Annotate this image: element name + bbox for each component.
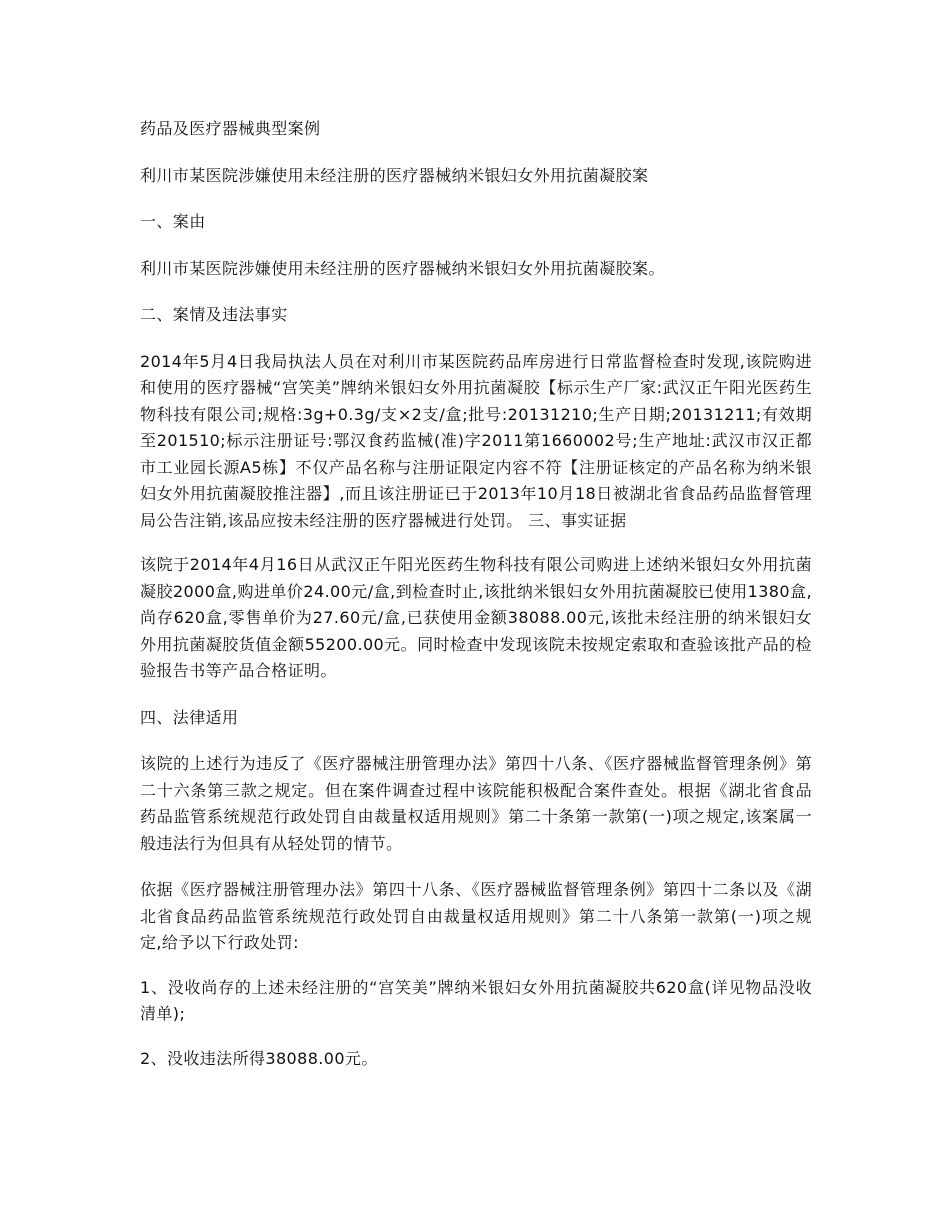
section-body-penalty-basis: 依据《医疗器械注册管理办法》第四十八条、《医疗器械监督管理条例》第四十二条以及《湖北省食品药品监管系统规范行政处罚自由裁量权适用规则》第二十八条第一款第(一)项之规定,给予以下行政处罚: xyxy=(140,880,812,952)
document-heading: 药品及医疗器械典型案例 xyxy=(140,119,321,138)
penalty-item-2: 2、没收违法所得38088.00元。 xyxy=(140,1048,378,1068)
document-page xyxy=(140,116,812,1072)
section-body-facts: 2014年5月4日我局执法人员在对利川市某医院药品库房进行日常监督检查时发现,该院购进和使用的医疗器械“宫笑美”牌纳米银妇女外用抗菌凝胶【标示生产厂家:武汉正午阳光医药生物科技有限公司;规格:3g+0.3g/支×2支/盒;批号:20131210;生产日期;20131211;有效期至201510;标示注册证号:鄂汉食药监械(准)字2011第1660002号;生产地址:武汉市汉正都市工业园长源A5栋】不仅产品名称与注册证限定内容不符【注册证核定的产品名称为纳米银妇女外用抗菌凝胶推注器】,而且该注册证已于2013年10月18日被湖北省食品药品监督管理局公告注销,该品应按未经注册的医疗器械进行处罚。 三、事实证据 xyxy=(140,351,812,530)
section-heading-facts: 二、案情及违法事实 xyxy=(140,305,288,324)
section-heading-law: 四、法律适用 xyxy=(140,707,239,727)
section-body-law: 该院的上述行为违反了《医疗器械注册管理办法》第四十八条、《医疗器械监督管理条例》第二十六条第三款之规定。但在案件调查过程中该院能积极配合案件查处。根据《湖北省食品药品监管系统规范行政处罚自由裁量权适用规则》第二十条第一款第(一)项之规定,该案属一般违法行为但具有从轻处罚的情节。 xyxy=(140,754,812,853)
section-heading-cause: 一、案由 xyxy=(140,212,206,231)
penalty-item-1: 1、没收尚存的上述未经注册的“宫笑美”牌纳米银妇女外用抗菌凝胶共620盒(详见物品没收清单); xyxy=(140,977,812,1023)
case-title: 利川市某医院涉嫌使用未经注册的医疗器械纳米银妇女外用抗菌凝胶案 xyxy=(140,165,649,185)
section-body-cause: 利川市某医院涉嫌使用未经注册的医疗器械纳米银妇女外用抗菌凝胶案。 xyxy=(140,258,665,278)
section-body-evidence: 该院于2014年4月16日从武汉正午阳光医药生物科技有限公司购进上述纳米银妇女外用抗菌凝胶2000盒,购进单价24.00元/盒,到检查时止,该批纳米银妇女外用抗菌凝胶已使用1380盒,尚存620盒,零售单价为27.60元/盒,已获使用金额38088.00元,该批未经注册的纳米银妇女外用抗菌凝胶货值金额55200.00元。同时检查中发现该院未按规定索取和查验该批产品的检验报告书等产品合格证明。 xyxy=(140,555,812,680)
